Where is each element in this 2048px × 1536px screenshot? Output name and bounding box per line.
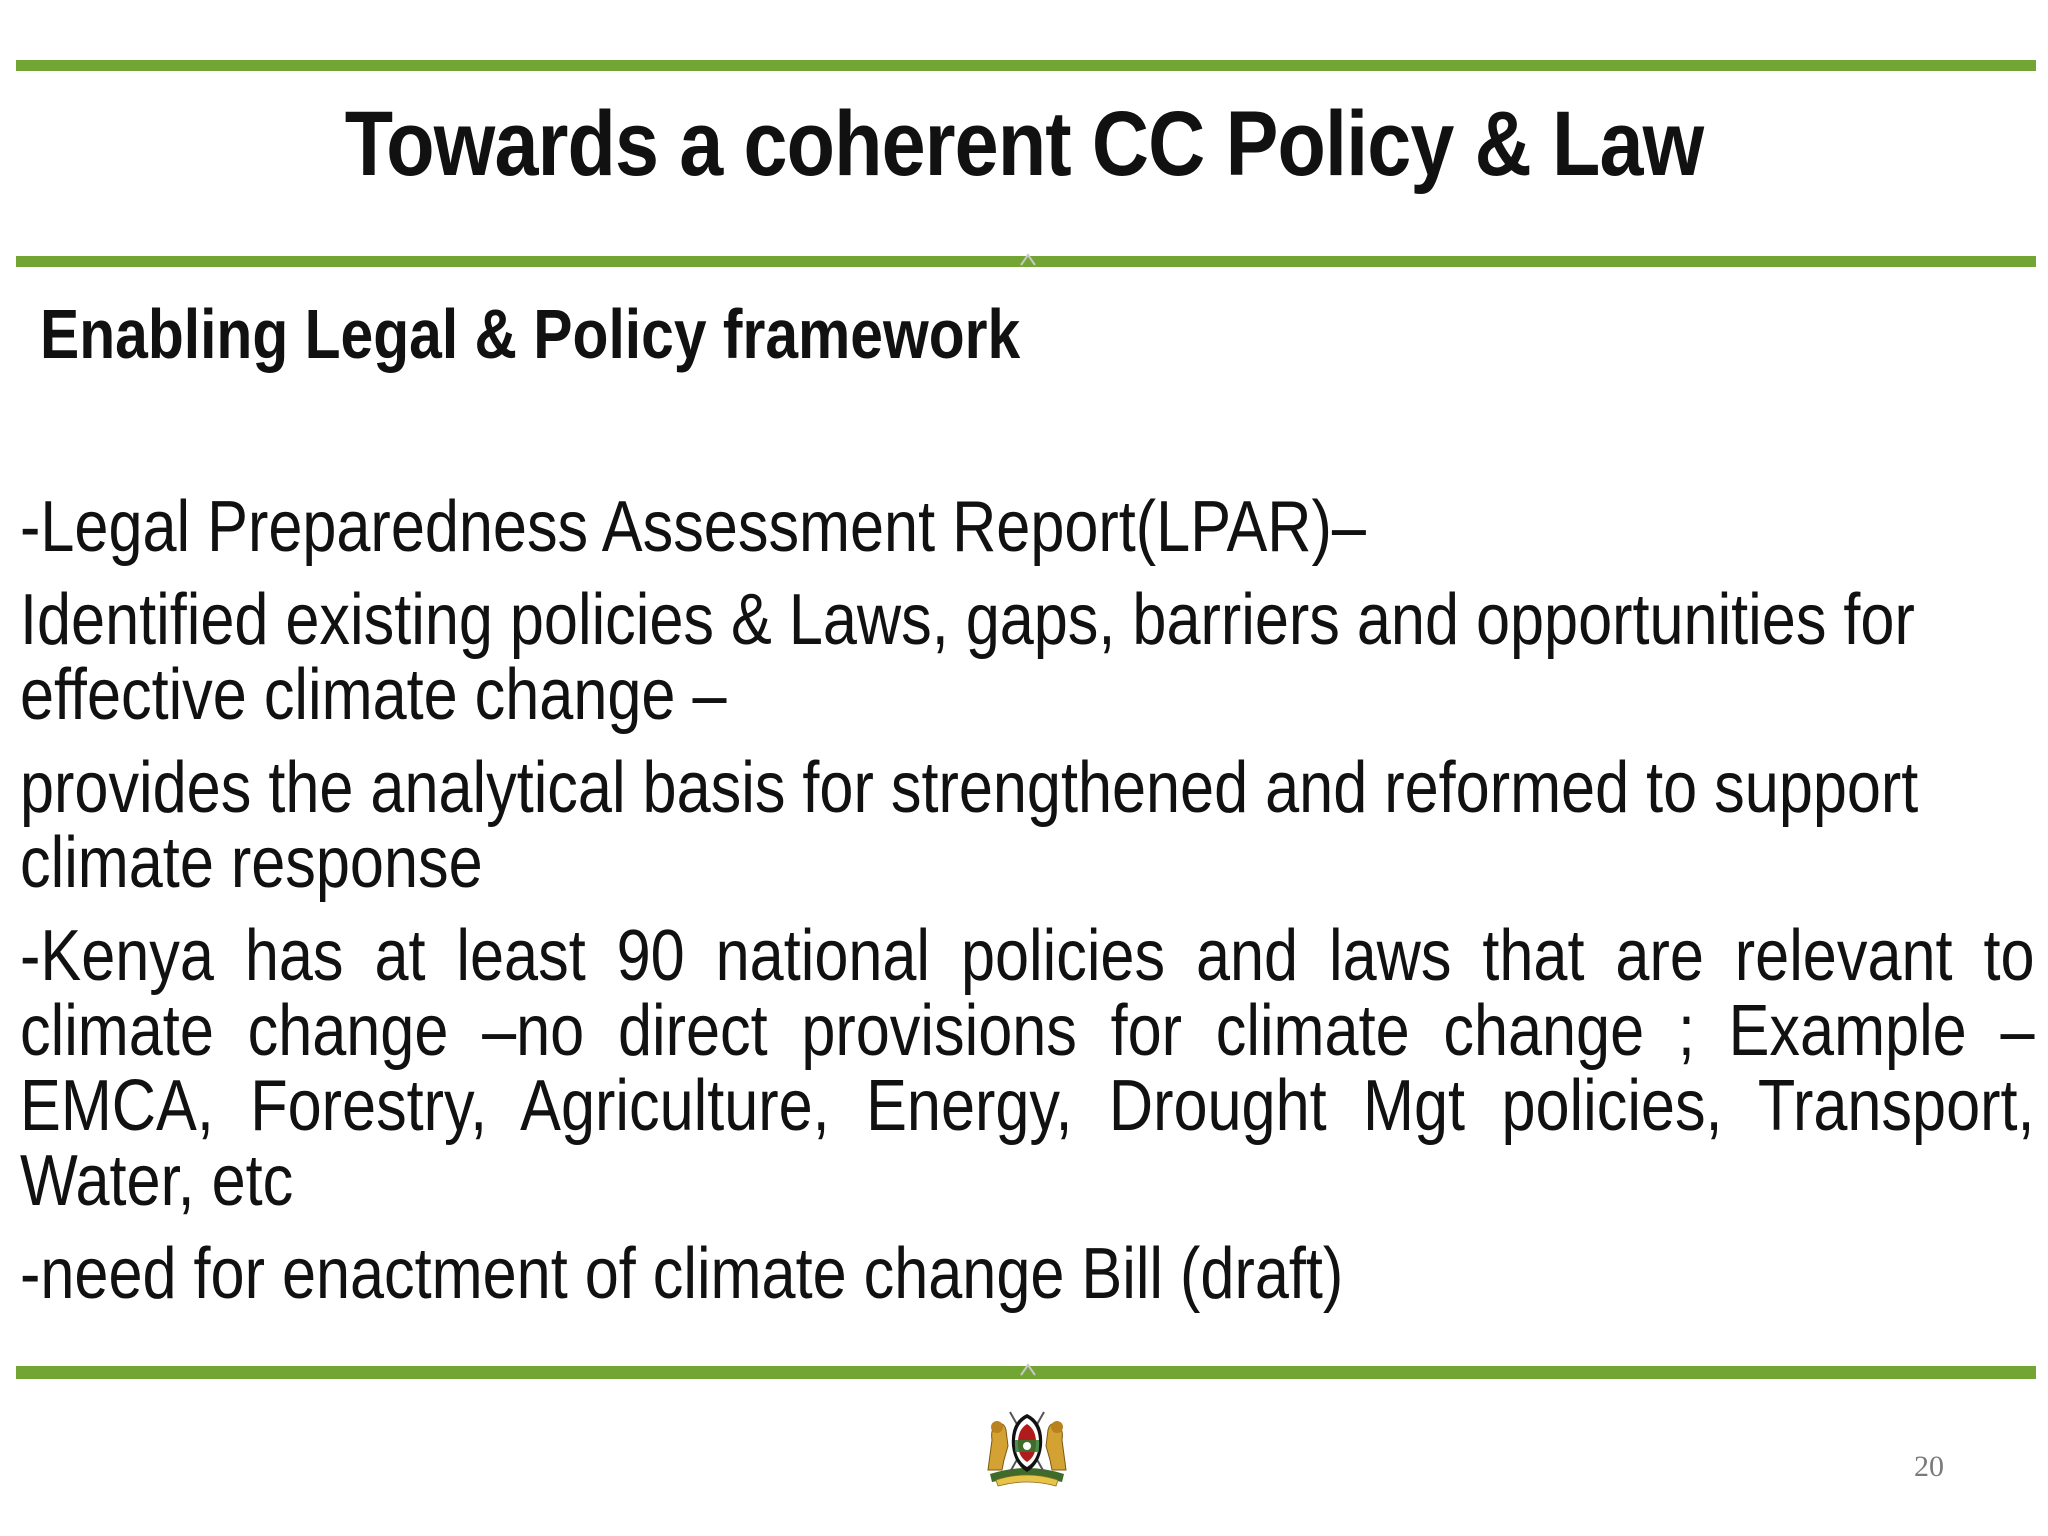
top-divider (16, 60, 2036, 71)
slide-body (20, 487, 2035, 1330)
slide-title: Towards a coherent CC Policy & Law (344, 93, 1704, 195)
body-paragraph: Identified existing policies & Laws, gaps, barriers and opportunities for effective climate change – (20, 580, 1915, 735)
caret-up-icon (1018, 1362, 1038, 1376)
body-paragraph: -need for enactment of climate change Bill (draft) (20, 1234, 1344, 1314)
body-paragraph: -Legal Preparedness Assessment Report(LPAR)– (20, 487, 1366, 567)
body-paragraph: -Kenya has at least 90 national policies and laws that are relevant to climate change –no direct provisions for climate change ; Example – EMCA, Forestry, Agriculture, Energy, Drought Mgt policies, Transport, Water, etc (20, 916, 2035, 1221)
caret-up-icon (1018, 252, 1038, 266)
section-heading: Enabling Legal & Policy framework (40, 295, 1021, 373)
page-number: 20 (1914, 1450, 1944, 1483)
body-paragraph: provides the analytical basis for strengthened and reformed to support climate response (20, 748, 1919, 903)
kenya-coat-of-arms-icon (982, 1400, 1072, 1490)
